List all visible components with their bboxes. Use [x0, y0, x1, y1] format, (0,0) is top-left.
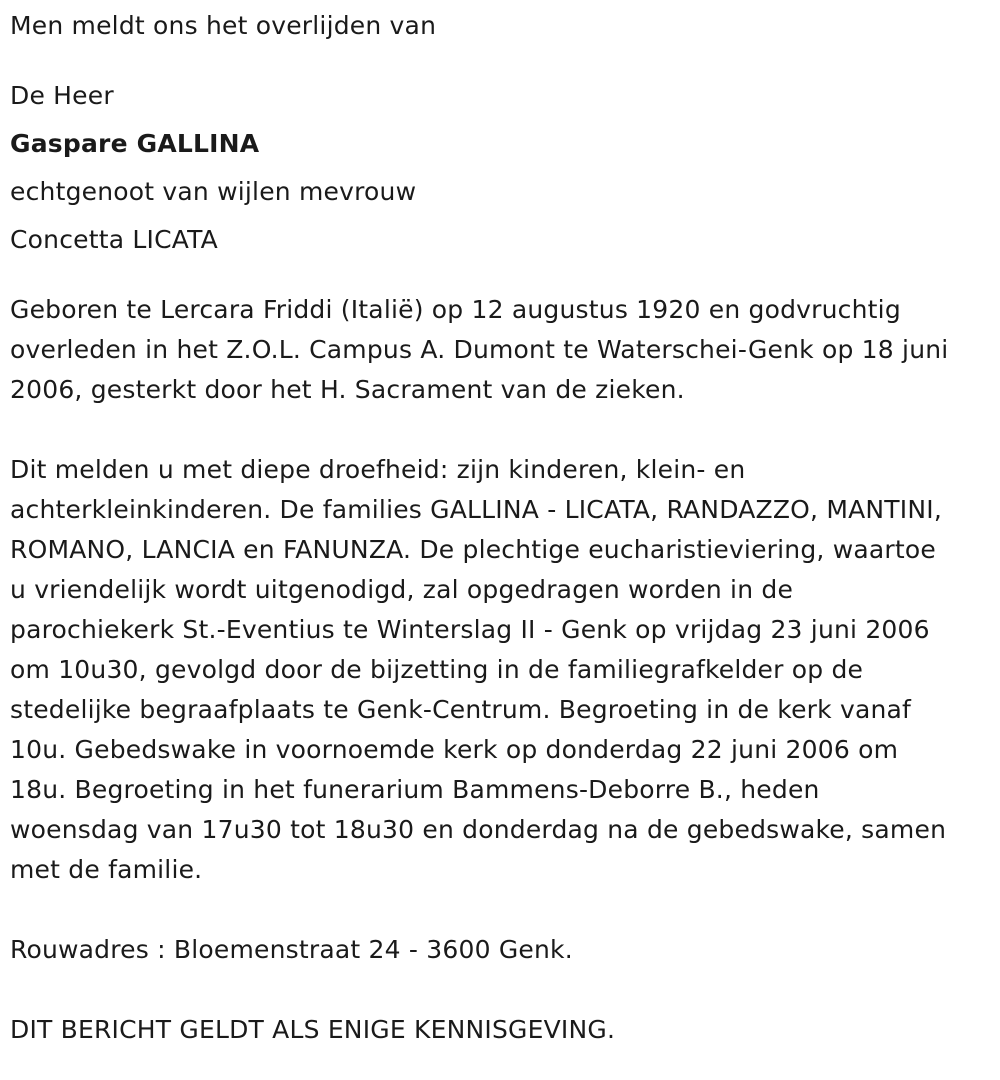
- paragraph-line: ROMANO, LANCIA en FANUNZA. De plechtige eucharistieviering, waartoe: [10, 535, 936, 564]
- spouse-name: Concetta LICATA: [10, 225, 218, 254]
- paragraph-line: parochiekerk St.-Eventius te Winterslag II - Genk op vrijdag 23 juni 2006: [10, 615, 930, 644]
- spouse-label: echtgenoot van wijlen mevrouw: [10, 177, 417, 206]
- paragraph-line: Dit melden u met diepe droefheid: zijn kinderen, klein- en: [10, 455, 746, 484]
- mourning-address: Rouwadres : Bloemenstraat 24 - 3600 Genk.: [10, 935, 573, 964]
- paragraph-line: 2006, gesterkt door het H. Sacrament van de zieken.: [10, 375, 685, 404]
- deceased-name: Gaspare GALLINA: [10, 129, 260, 158]
- closing-statement: DIT BERICHT GELDT ALS ENIGE KENNISGEVING.: [10, 1015, 616, 1044]
- birth-death-paragraph: [10, 290, 990, 410]
- spacer: [10, 410, 990, 450]
- paragraph-line: met de familie.: [10, 855, 203, 884]
- spacer: [10, 264, 990, 290]
- paragraph-line: overleden in het Z.O.L. Campus A. Dumont te Waterschei-Genk op 18 juni: [10, 335, 949, 364]
- paragraph-line: Geboren te Lercara Friddi (Italië) op 12 augustus 1920 en godvruchtig: [10, 295, 901, 324]
- paragraph-line: om 10u30, gevolgd door de bijzetting in de familiegrafkelder op de: [10, 655, 864, 684]
- paragraph-line: 18u. Begroeting in het funerarium Bammens-Deborre B., heden: [10, 775, 820, 804]
- paragraph-line: stedelijke begraafplaats te Genk-Centrum. Begroeting in de kerk vanaf: [10, 695, 912, 724]
- paragraph-line: 10u. Gebedswake in voornoemde kerk op donderdag 22 juni 2006 om: [10, 735, 899, 764]
- paragraph-line: woensdag van 17u30 tot 18u30 en donderdag na de gebedswake, samen: [10, 815, 947, 844]
- spacer: [10, 890, 990, 930]
- announcement-paragraph: [10, 450, 990, 890]
- paragraph-line: achterkleinkinderen. De families GALLINA - LICATA, RANDAZZO, MANTINI,: [10, 495, 942, 524]
- title-prefix: De Heer: [10, 81, 114, 110]
- spacer: [10, 46, 990, 72]
- name-block: [10, 72, 990, 264]
- spacer: [10, 970, 990, 1010]
- intro-text: Men meldt ons het overlijden van: [10, 11, 437, 40]
- paragraph-line: u vriendelijk wordt uitgenodigd, zal opgedragen worden in de: [10, 575, 794, 604]
